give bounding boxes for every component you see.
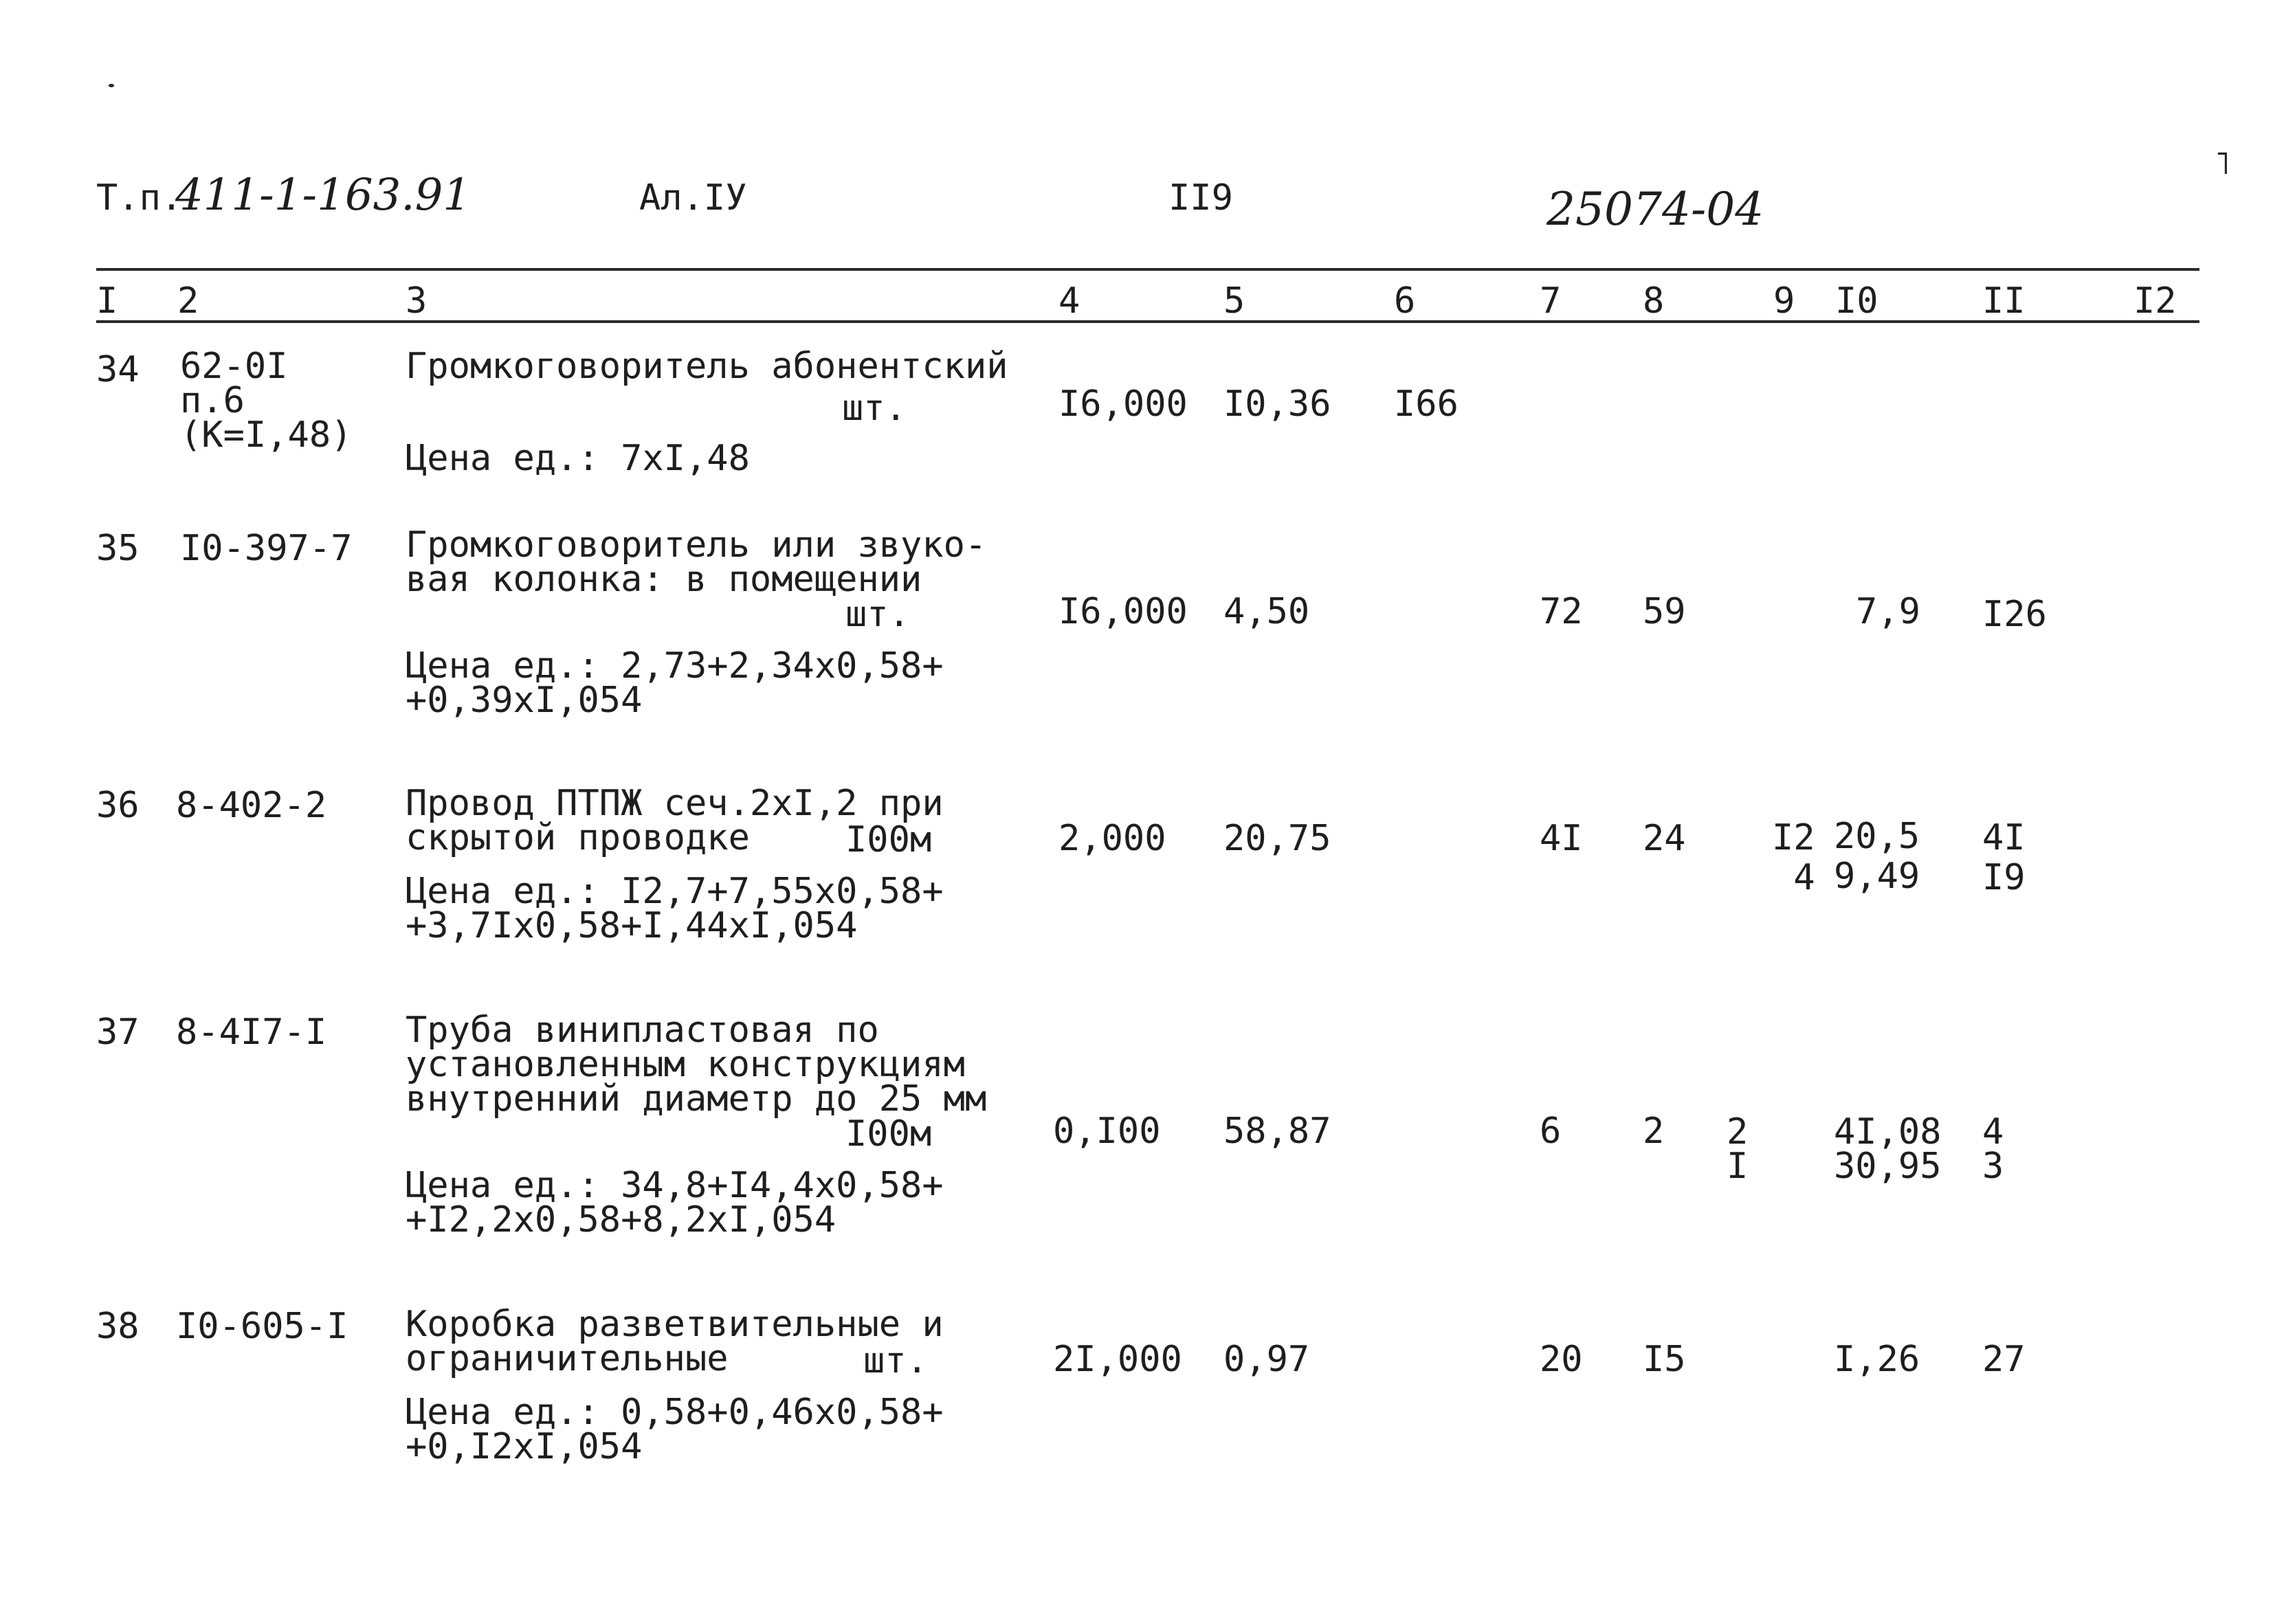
album-label: Ал.IУ — [639, 177, 747, 219]
quantity: I6,000 — [1058, 383, 1188, 425]
column-number: I0 — [1835, 280, 1878, 322]
unit-cost: 20,75 — [1223, 818, 1331, 859]
header-rule-top — [96, 268, 2199, 271]
col-7-value: 72 — [1540, 591, 1583, 632]
column-number: 3 — [406, 280, 428, 322]
column-number: 9 — [1773, 280, 1795, 322]
col-11-value: I26 — [1982, 594, 2047, 635]
col-11-value: 4I I9 — [1982, 817, 2026, 898]
col-8-value: 24 — [1643, 818, 1686, 859]
quantity: 2I,000 — [1053, 1339, 1182, 1380]
column-number: II — [1982, 280, 2026, 322]
unit-price-formula: Цена ед.: I2,7+7,55х0,58+ +3,7Iх0,58+I,44хI,054 — [406, 871, 944, 946]
row-number: 34 — [96, 349, 140, 390]
project-code: 411-1-163.91 — [175, 170, 472, 221]
col-9-value: I2 4 — [1772, 817, 1815, 898]
stray-dot-mark — [109, 84, 114, 87]
unit-price-formula: Цена ед.: 0,58+0,46х0,58+ +0,I2хI,054 — [406, 1392, 944, 1467]
col-11-value: 27 — [1982, 1339, 2026, 1380]
unit-cost: 4,50 — [1223, 591, 1310, 632]
col-7-value: 6 — [1540, 1111, 1562, 1152]
rate-code: 8-4I7-I — [176, 1012, 327, 1053]
col-8-value: 59 — [1643, 591, 1686, 632]
col-8-value: 2 — [1643, 1111, 1665, 1152]
quantity: 0,I00 — [1053, 1111, 1161, 1152]
rate-code: 8-402-2 — [176, 785, 327, 826]
unit-cost: 58,87 — [1223, 1111, 1331, 1152]
header-prefix: Т.п. — [96, 177, 183, 219]
column-number: 4 — [1058, 280, 1080, 322]
unit-price-formula: Цена ед.: 2,73+2,34х0,58+ +0,39хI,054 — [406, 645, 944, 721]
unit-cost: I0,36 — [1223, 383, 1331, 425]
item-description: Провод ПТПЖ сеч.2хI,2 при скрытой проводке — [406, 783, 944, 858]
corner-mark: ˥ — [2215, 144, 2230, 181]
rate-code: I0-605-I — [176, 1306, 348, 1347]
row-number: 37 — [96, 1012, 140, 1053]
col-9-value: 2 I — [1727, 1111, 1749, 1187]
column-number: 6 — [1394, 280, 1416, 322]
column-number: 7 — [1540, 280, 1562, 322]
item-unit: шт. — [842, 388, 907, 429]
column-number: I2 — [2133, 280, 2177, 322]
col-8-value: I5 — [1643, 1339, 1686, 1380]
item-unit: I00м — [845, 819, 932, 860]
unit-price-formula: Цена ед.: 34,8+I4,4х0,58+ +I2,2х0,58+8,2хI,054 — [406, 1165, 944, 1241]
rate-code: I0-397-7 — [180, 528, 353, 569]
column-number: I — [96, 280, 118, 322]
document-number: 25074-04 — [1546, 183, 1764, 236]
column-number: 8 — [1643, 280, 1665, 322]
quantity: I6,000 — [1058, 591, 1188, 632]
col-11-value: 4 3 — [1982, 1111, 2004, 1187]
row-number: 38 — [96, 1306, 140, 1347]
col-10-value: 4I,08 30,95 — [1834, 1111, 1942, 1187]
col-10-value: 20,5 9,49 — [1834, 816, 1920, 897]
total-cost: I66 — [1394, 383, 1459, 425]
item-unit: шт. — [845, 594, 910, 635]
item-description: Коробка разветвительные и ограничительные — [406, 1304, 944, 1379]
item-description: Громкоговоритель абонентский — [406, 346, 1008, 387]
item-unit: шт. — [863, 1340, 928, 1381]
quantity: 2,000 — [1058, 818, 1166, 859]
item-description: Громкоговоритель или звуко- вая колонка: в помещении — [406, 524, 987, 600]
item-unit: I00м — [845, 1113, 932, 1155]
row-number: 36 — [96, 785, 140, 826]
unit-price-formula: Цена ед.: 7хI,48 — [406, 438, 750, 479]
column-number: 2 — [177, 280, 199, 322]
item-description: Труба винипластовая по установленным конструкциям внутренний диаметр до 25 мм — [406, 1010, 987, 1120]
col-7-value: 20 — [1540, 1339, 1583, 1380]
col-7-value: 4I — [1540, 818, 1583, 859]
page-number: II9 — [1168, 177, 1233, 219]
col-10-value: 7,9 — [1856, 591, 1920, 632]
row-number: 35 — [96, 528, 140, 569]
col-10-value: I,26 — [1834, 1339, 1920, 1380]
unit-cost: 0,97 — [1223, 1339, 1310, 1380]
rate-code: 62-0I п.6 (К=I,48) — [180, 346, 353, 456]
column-number: 5 — [1223, 280, 1245, 322]
